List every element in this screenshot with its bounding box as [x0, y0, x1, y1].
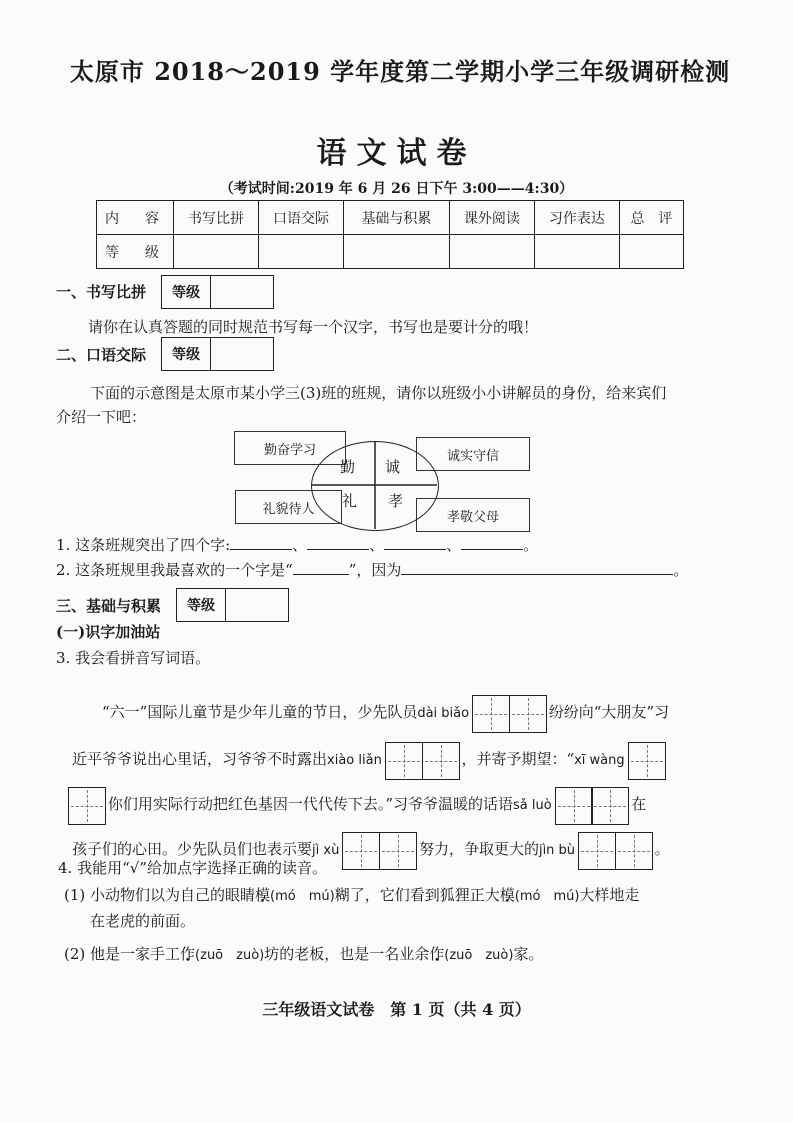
tianzige-grid[interactable] — [68, 785, 105, 825]
section-1-title: 一、书写比拼 — [56, 283, 147, 301]
passage-text: 坊的老板，也是一名业余 — [264, 945, 430, 963]
separator: 、 — [369, 536, 385, 554]
period: 。 — [523, 536, 539, 554]
diagram-char-qin: 勤 — [340, 458, 356, 476]
page-footer: 三年级语文试卷 第 1 页（共 4 页） — [262, 1000, 531, 1019]
section-2-title: 二、口语交际 — [56, 346, 147, 364]
reading-options[interactable]: (mó mú) — [270, 889, 335, 904]
reading-options[interactable]: (zuō zuò) — [195, 948, 265, 963]
dotted-char: 作 — [180, 945, 196, 963]
dotted-char: 作 — [429, 945, 445, 963]
diagram-box-filial: 孝敬父母 — [416, 498, 530, 532]
passage-text: 糊了，它们看到狐狸正大 — [334, 886, 500, 904]
table-cell: 书写比拼 — [174, 201, 259, 235]
question-3: 3. 我会看拼音写词语。 — [56, 649, 211, 667]
passage-text: 你们用实际行动把红色基因一代代传下去。”习爷爷温暖的话语 — [107, 795, 513, 813]
tianzige-grid[interactable] — [628, 740, 665, 780]
dotted-char: 模 — [499, 886, 515, 904]
passage-text: 。 — [654, 840, 670, 858]
paper-title: 语文试卷 — [316, 136, 477, 171]
grade-label: 等级 — [162, 276, 211, 308]
diagram-box-polite: 礼貌待人 — [235, 490, 342, 524]
diagram-box-diligent: 勤奋学习 — [234, 431, 346, 465]
answer-blank[interactable] — [384, 533, 446, 550]
question-4: 4. 我能用“√”给加点字选择正确的读音。 — [58, 859, 327, 877]
passage-text: ，并寄予期望：“ — [461, 750, 575, 768]
diagram-box-honest: 诚实守信 — [416, 437, 530, 471]
exam-time: （考试时间:2019 年 6 月 26 日下午 3:00——4:30） — [219, 181, 574, 197]
answer-blank[interactable] — [307, 533, 369, 550]
pinyin-prompt: sǎ luò — [512, 798, 552, 813]
section-2-intro-line2: 介绍一下吧： — [56, 408, 147, 426]
subsection-title: (一)识字加油站 — [56, 623, 161, 641]
separator: 、 — [446, 536, 462, 554]
passage-text: “六一”国际儿童节是少年儿童的节日，少先队员 — [102, 703, 418, 721]
grade-input[interactable] — [226, 589, 288, 621]
question-2-mid: ”，因为 — [348, 561, 402, 579]
diagram-char-li: 礼 — [342, 492, 358, 510]
reading-options[interactable]: (mó mú) — [514, 889, 580, 904]
tianzige-grid[interactable] — [578, 830, 652, 870]
ellipse-dividers — [311, 441, 437, 529]
table-cell: 基础与积累 — [344, 201, 450, 235]
question-1 — [56, 532, 538, 559]
table-cell: 口语交际 — [259, 201, 344, 235]
dotted-char: 模 — [255, 886, 271, 904]
table-cell: 习作表达 — [534, 201, 619, 235]
answer-blank[interactable] — [293, 558, 349, 575]
passage-text: 近平爷爷说出心里话，习爷爷不时露出 — [72, 750, 328, 768]
question-2-prompt: 2. 这条班规里我最喜欢的一个字是“ — [56, 561, 293, 579]
passage-text: 家。 — [513, 945, 544, 963]
diagram-char-cheng: 诚 — [385, 458, 401, 476]
pinyin-prompt: xī wàng — [574, 753, 625, 768]
table-cell: 课外阅读 — [449, 201, 534, 235]
passage-text: (1) 小动物们以为自己的眼睛 — [64, 886, 256, 904]
section-1-text: 请你在认真答题的同时规范书写每一个汉字，书写也是要计分的哦！ — [88, 318, 539, 336]
tianzige-grid[interactable] — [342, 830, 416, 870]
pinyin-prompt: xiào liǎn — [327, 753, 382, 768]
question-4-1 — [64, 882, 639, 910]
pinyin-prompt: jìn bù — [538, 843, 576, 858]
section-3-grade-box — [176, 588, 289, 622]
grade-label: 等级 — [162, 338, 211, 370]
separator: 、 — [292, 536, 308, 554]
answer-blank[interactable] — [461, 533, 523, 550]
passage-text: 孩子们的心田。少先队员们也表示要 — [72, 840, 313, 858]
table-cell: 等 级 — [97, 235, 174, 269]
diagram-char-xiao: 孝 — [388, 492, 404, 510]
passage-text: 纷纷向“大朋友”习 — [548, 703, 670, 721]
pinyin-prompt: dài biǎo — [417, 706, 470, 721]
question-2 — [56, 557, 688, 584]
diagram-ellipse — [311, 441, 439, 531]
section-2-intro-line1: 下面的示意图是太原市某小学三(3)班的班规，请你以班级小小讲解员的身份，给来宾们 — [90, 384, 667, 402]
table-cell: 总 评 — [619, 201, 683, 235]
tianzige-grid[interactable] — [472, 693, 546, 733]
pinyin-prompt: jì xù — [312, 843, 340, 858]
passage-line — [68, 784, 646, 826]
period: 。 — [673, 561, 689, 579]
answer-blank[interactable] — [401, 558, 673, 575]
question-4-2 — [64, 941, 543, 969]
section-3-title: 三、基础与积累 — [56, 597, 162, 615]
question-1-prompt: 1. 这条班规突出了四个字: — [56, 536, 231, 554]
passage-text: 在 — [631, 795, 647, 813]
exam-header: 太原市 2018～2019 学年度第二学期小学三年级调研检测 — [69, 57, 731, 86]
grade-label: 等级 — [177, 589, 226, 621]
tianzige-grid[interactable] — [555, 785, 629, 825]
question-4-1-cont: 在老虎的前面。 — [90, 912, 196, 930]
passage-line — [72, 739, 667, 781]
passage-text: 大样地走 — [579, 886, 640, 904]
table-cell: 内 容 — [97, 201, 174, 235]
answer-blank[interactable] — [230, 533, 292, 550]
tianzige-grid[interactable] — [385, 740, 459, 780]
reading-options[interactable]: (zuō zuò) — [444, 948, 514, 963]
passage-text: (2) 他是一家手工 — [64, 945, 181, 963]
passage-text: 努力，争取更大的 — [418, 840, 539, 858]
passage-line — [102, 692, 669, 734]
